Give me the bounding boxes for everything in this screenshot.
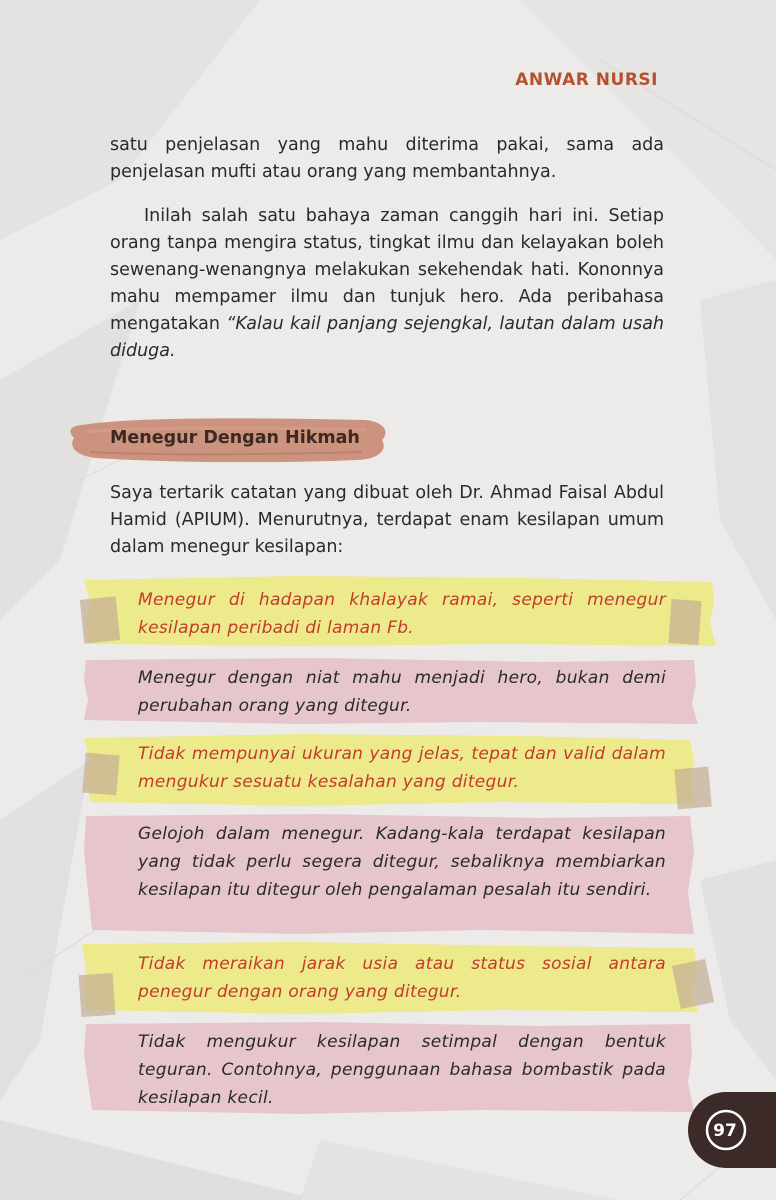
tape-strip-left bbox=[80, 596, 120, 644]
note-text-6: Tidak mengukur kesilapan setimpal dengan bentuk teguran. Contohnya, penggunaan bahasa bombastik pada kesilapan kecil. bbox=[138, 1032, 666, 1108]
note-text-1: Menegur di hadapan khalayak ramai, seperti menegur kesilapan peribadi di laman Fb. bbox=[138, 590, 666, 638]
page-number: 97 bbox=[713, 1121, 737, 1141]
paragraph-continuation: satu penjelasan yang mahu diterima pakai, sama ada penjelasan mufti atau orang yang membantahnya. bbox=[110, 135, 664, 182]
tape-strip-left bbox=[79, 973, 116, 1017]
note-text-3: Tidak mempunyai ukuran yang jelas, tepat dan valid dalam mengukur sesuatu kesalahan yang ditegur. bbox=[138, 744, 666, 792]
note-card-1 bbox=[0, 572, 776, 650]
note-card-6 bbox=[0, 1020, 776, 1116]
tape-strip-left bbox=[82, 753, 119, 796]
tape-strip-right bbox=[669, 599, 702, 645]
tape-strip-right bbox=[674, 767, 711, 810]
note-text-4: Gelojoh dalam menegur. Kadang-kala terdapat kesilapan yang tidak perlu segera ditegur, sebaliknya membiarkan kesilapan itu ditegur oleh pengalaman pesalah itu sendiri. bbox=[138, 824, 666, 900]
section-heading: Menegur Dengan Hikmah bbox=[110, 428, 360, 448]
running-head-author: ANWAR NURSI bbox=[515, 70, 658, 90]
note-text-5: Tidak meraikan jarak usia atau status sosial antara penegur dengan orang yang ditegur. bbox=[138, 954, 666, 1002]
note-card-3 bbox=[0, 732, 776, 808]
paragraph-bahaya-text: Inilah salah satu bahaya zaman canggih hari ini. Setiap orang tanpa mengira status, tingkat ilmu dan kelayakan boleh sewenang-wenangnya melakukan sekehendak hati. Kononnya mahu mempamer ilmu dan tunjuk hero. Ada peribahasa mengatakan bbox=[110, 206, 664, 334]
peribahasa-quote: “Kalau kail panjang sejengkal, lautan dalam usah diduga. bbox=[110, 314, 665, 361]
note-text-2: Menegur dengan niat mahu menjadi hero, bukan demi perubahan orang yang ditegur. bbox=[138, 668, 666, 716]
note-card-4 bbox=[0, 812, 776, 938]
note-card-2 bbox=[0, 656, 776, 726]
paragraph-intro-list: Saya tertarik catatan yang dibuat oleh Dr. Ahmad Faisal Abdul Hamid (APIUM). Menurutnya, terdapat enam kesilapan umum dalam menegur kesilapan: bbox=[110, 483, 664, 557]
paragraph-bahaya bbox=[110, 203, 664, 365]
note-card-5 bbox=[0, 940, 776, 1016]
